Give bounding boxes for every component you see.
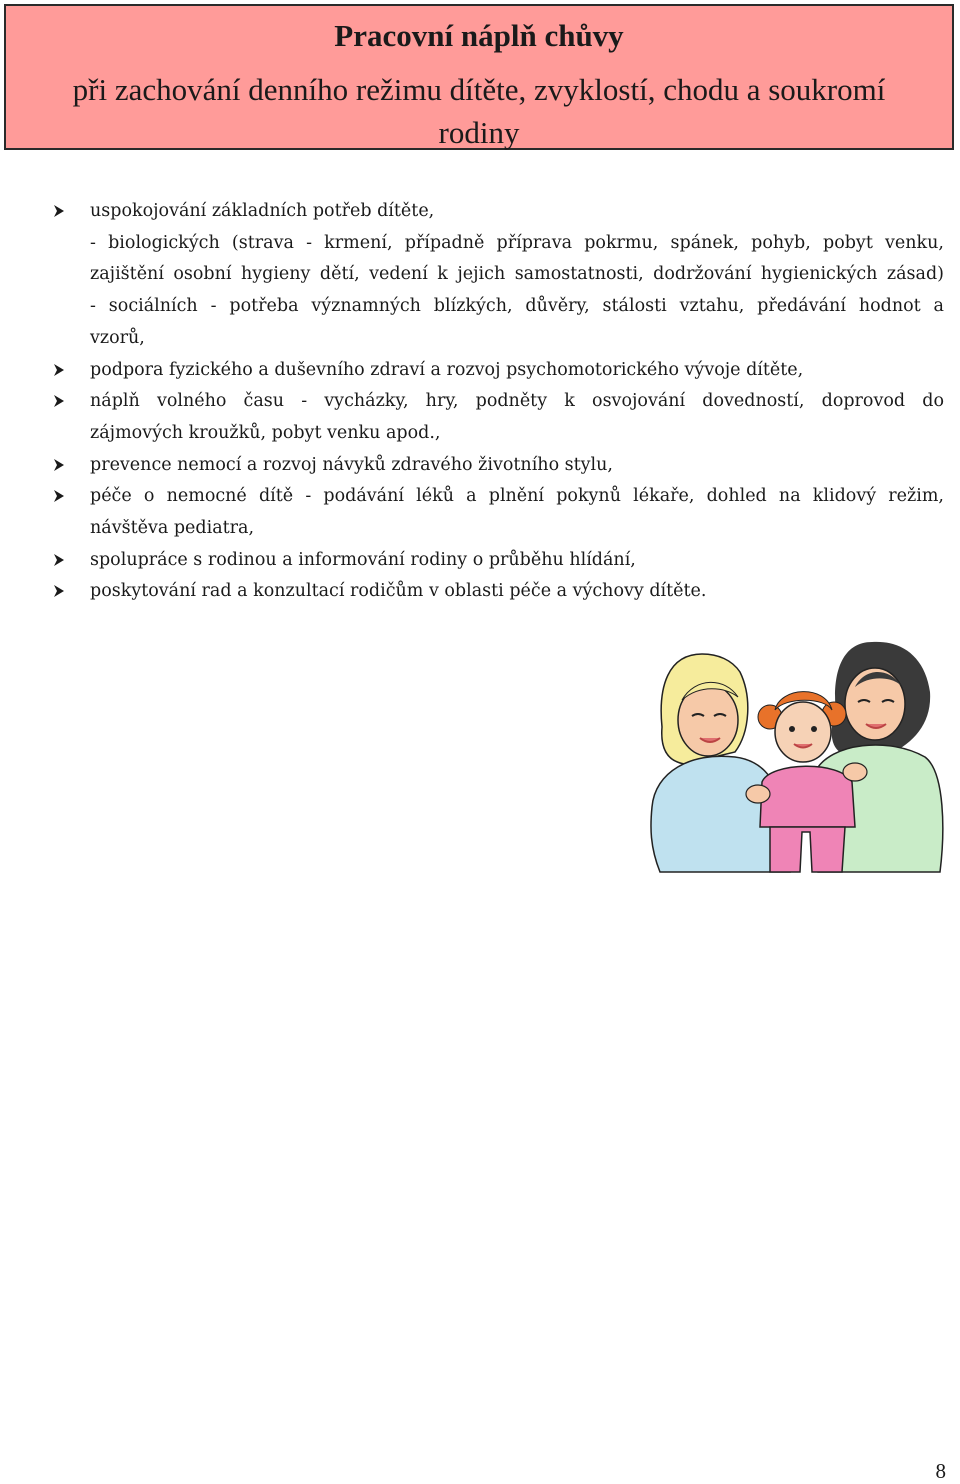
list-line: náplň volného času - vycházky, hry, podněty k osvojování dovedností, doprovod do [90,391,944,412]
list-line: spolupráce s rodinou a informování rodiny o průběhu hlídání, [90,549,636,570]
list-item [52,576,944,608]
arrowhead-bullet-icon [52,386,72,418]
page-title: Pracovní náplň chůvy [334,18,624,53]
arrowhead-bullet-icon [52,545,72,577]
list-item [52,545,944,577]
list-line: - biologických (strava - krmení, případně příprava pokrmu, spánek, pohyb, pobyt venku, [90,232,944,253]
list-item [52,196,944,355]
list-item [52,450,944,482]
duties-list [52,196,944,608]
list-line: prevence nemocí a rozvoj návyků zdravého životního stylu, [90,454,613,475]
list-line: zájmových kroužků, pobyt venku apod., [90,422,441,443]
list-line: vzorů, [90,327,145,348]
title-banner [4,4,954,150]
list-item [52,481,944,544]
page-subtitle: při zachování denního režimu dítěte, zvyklostí, chodu a soukromí rodiny [72,72,886,150]
list-line: podpora fyzického a duševního zdraví a rozvoj psychomotorického vývoje dítěte, [90,359,804,380]
list-line: poskytování rad a konzultací rodičům v oblasti péče a výchovy dítěte. [90,581,707,602]
list-item [52,355,944,387]
list-line: péče o nemocné dítě - podávání léků a plnění pokynů lékaře, dohled na klidový režim, [90,486,944,507]
caregivers-with-child-illustration [640,632,950,877]
arrowhead-bullet-icon [52,481,72,513]
list-item [52,386,944,449]
list-line: návštěva pediatra, [90,518,255,539]
arrowhead-bullet-icon [52,196,72,228]
list-line: uspokojování základních potřeb dítěte, [90,201,435,221]
arrowhead-bullet-icon [52,576,72,608]
arrowhead-bullet-icon [52,450,72,482]
list-line: - sociálních - potřeba významných blízkých, důvěry, stálosti vztahu, předávání hodnot a [90,296,944,317]
page-number: 8 [935,1459,946,1483]
arrowhead-bullet-icon [52,355,72,387]
list-line: zajištění osobní hygieny dětí, vedení k jejich samostatnosti, dodržování hygienických zásad) [90,264,944,285]
